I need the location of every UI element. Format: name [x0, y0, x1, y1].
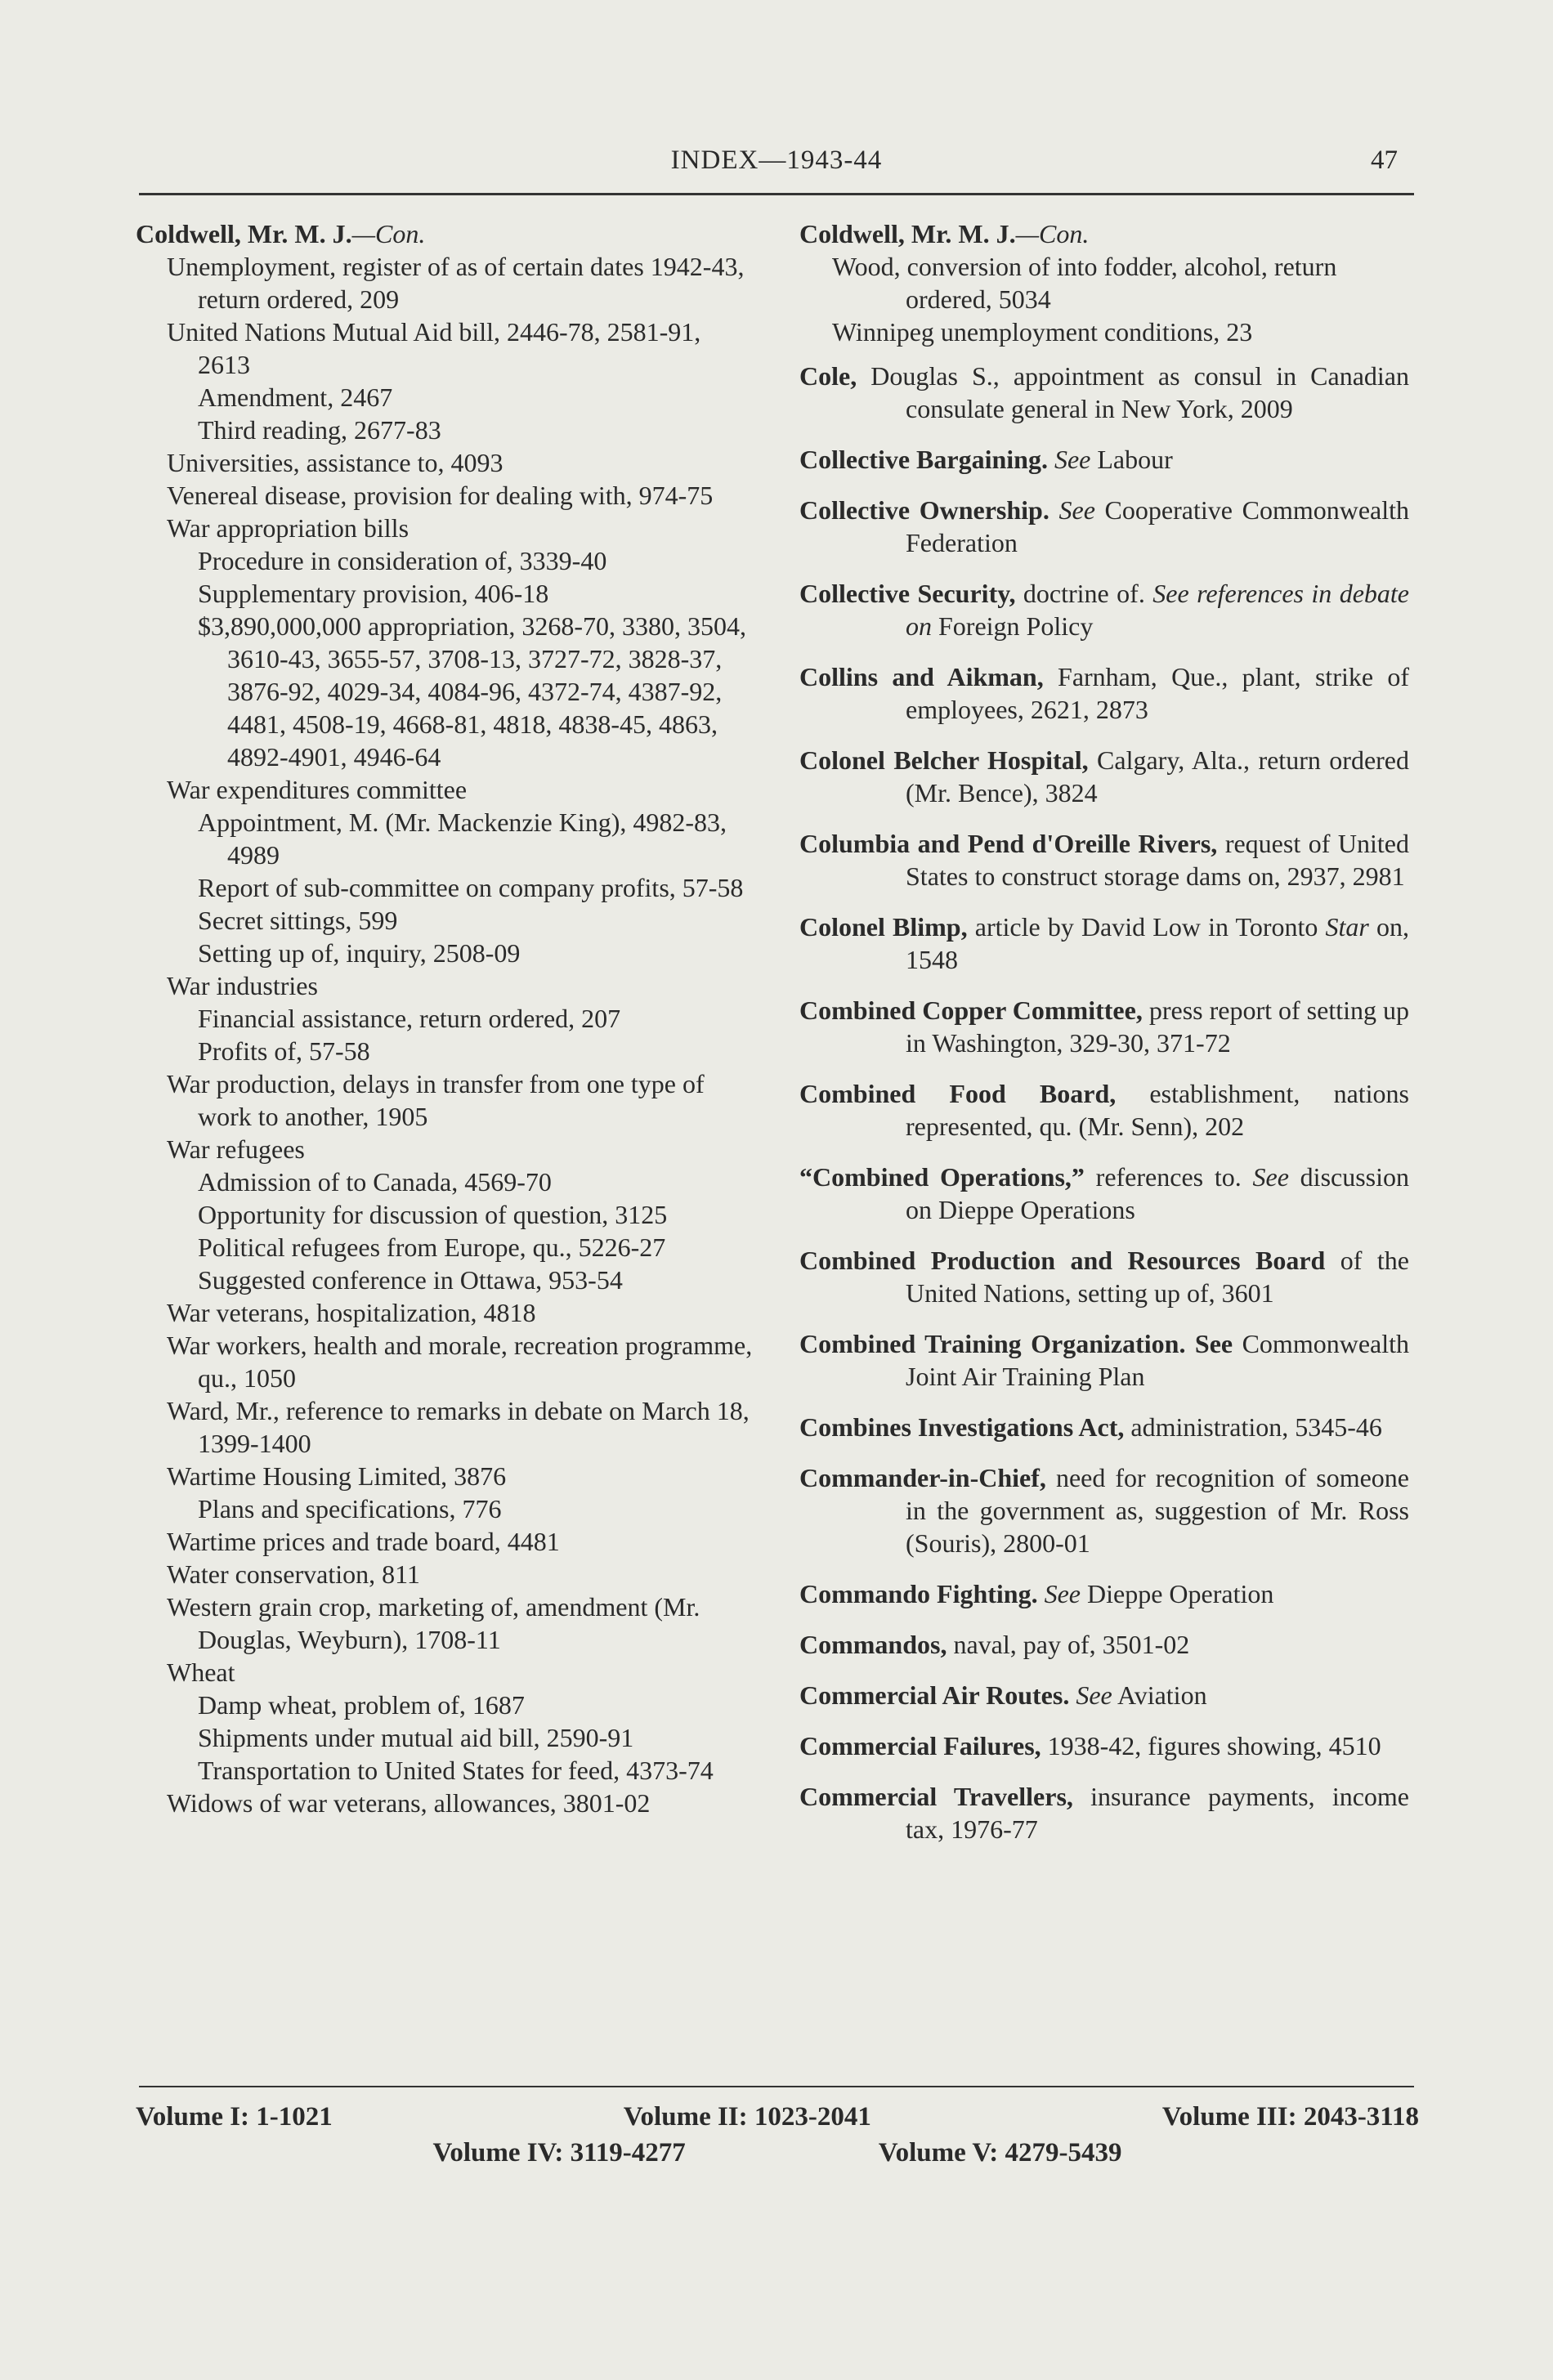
cross-reference: See — [1044, 1579, 1081, 1608]
sub-subentry: Damp wheat, problem of, 1687 — [198, 1690, 525, 1720]
cross-reference-target: discussion on Dieppe Operations — [906, 1162, 1410, 1224]
index-entry — [799, 1461, 1409, 1559]
entry-heading: Cole, — [799, 361, 857, 391]
entry-text: Calgary, Alta., return ordered (Mr. Bence), 3824 — [906, 745, 1410, 808]
index-entry — [799, 1780, 1409, 1845]
volume-1: Volume I: 1-1021 — [136, 2102, 333, 2132]
entry-text: article by David Low in Toronto — [967, 912, 1326, 942]
index-entry — [799, 660, 1409, 726]
index-entry — [799, 1161, 1409, 1226]
cross-reference: Star — [1325, 912, 1369, 942]
entry-text: naval, pay of, 3501-02 — [947, 1630, 1190, 1659]
subentry: War workers, health and morale, recreation programme, qu., 1050 — [167, 1331, 753, 1393]
page-number: 47 — [1371, 145, 1398, 175]
sub-subentry: Appointment, M. (Mr. Mackenzie King), 4982-83, 4989 — [198, 808, 727, 870]
cross-reference-target: Aviation — [1112, 1680, 1207, 1710]
subentry: Unemployment, register of as of certain dates 1942-43, return ordered, 209 — [167, 252, 745, 314]
index-entry — [799, 360, 1409, 425]
subentry: War appropriation bills — [167, 513, 410, 543]
index-entry — [799, 1077, 1409, 1143]
entry-text — [1048, 445, 1054, 474]
entry-heading: Combined Training Organization. See — [799, 1329, 1233, 1358]
volume-3: Volume III: 2043-3118 — [1161, 2102, 1419, 2132]
index-entry — [799, 1244, 1409, 1309]
cross-reference: See — [1252, 1162, 1289, 1192]
sub-subentry: Third reading, 2677-83 — [198, 415, 441, 445]
entry-heading: “Combined Operations,” — [799, 1162, 1085, 1192]
entry-text: 1938-42, figures showing, 4510 — [1041, 1731, 1381, 1760]
entry-heading: Commando Fighting. — [799, 1579, 1038, 1608]
volume-4: Volume IV: 3119-4277 — [432, 2138, 686, 2168]
sub-subentry: Profits of, 57-58 — [198, 1036, 370, 1066]
subentry: War expenditures committee — [167, 775, 468, 804]
sub-subentry: Amendment, 2467 — [198, 382, 393, 412]
subentry: War refugees — [167, 1134, 305, 1164]
volume-row — [136, 2099, 1419, 2135]
entry-text: Commonwealth Joint Air Training Plan — [906, 1329, 1410, 1391]
subentry: War veterans, hospitalization, 4818 — [167, 1298, 536, 1327]
sub-subentry: Transportation to United States for feed, 4373-74 — [198, 1756, 714, 1785]
sub-subentry: Setting up of, inquiry, 2508-09 — [198, 938, 521, 968]
subentry: Widows of war veterans, allowances, 3801-02 — [167, 1788, 651, 1818]
volume-2: Volume II: 1023-2041 — [623, 2102, 871, 2132]
sub-subentry: $3,890,000,000 appropriation, 3268-70, 3380, 3504, 3610-43, 3655-57, 3708-13, 3727-72, 3828-37, 3876-92, 4029-34, 4084-96, 4372-74, 4387-92, 4481, 4508-19, 4668-81, 4818, 4838-45, 4863, 4892-4901, 4946-64 — [198, 611, 747, 772]
cross-reference: See — [1054, 445, 1091, 474]
entry-heading: Commercial Travellers, — [799, 1782, 1073, 1811]
cross-reference-target: Labour — [1090, 445, 1173, 474]
entry-heading: Combined Food Board, — [799, 1079, 1117, 1108]
cross-reference: See — [1058, 495, 1095, 525]
entry-text: administration, 5345-46 — [1124, 1412, 1382, 1442]
index-entry — [799, 910, 1409, 976]
sub-subentry: Report of sub-committee on company profits, 57-58 — [198, 873, 744, 902]
entry-heading: Commercial Air Routes. — [799, 1680, 1070, 1710]
volume-key — [136, 2099, 1419, 2171]
entry-text: of the United Nations, setting up of, 3601 — [906, 1246, 1410, 1308]
entry-text: doctrine of. — [1015, 579, 1153, 608]
entry-text: press report of setting up in Washington, 329-30, 371-72 — [906, 995, 1410, 1058]
entry-text: Douglas S., appointment as consul in Canadian consulate general in New York, 2009 — [857, 361, 1409, 423]
index-entry — [799, 827, 1409, 892]
entry-heading: Collective Bargaining. — [799, 445, 1048, 474]
entry-heading: Collins and Aikman, — [799, 662, 1044, 691]
entry-text: references to. — [1084, 1162, 1253, 1192]
heading-name: Coldwell, Mr. M. J. — [799, 219, 1016, 248]
subentry: Western grain crop, marketing of, amendment (Mr. Douglas, Weyburn), 1708-11 — [167, 1592, 700, 1654]
entry-text: Farnham, Que., plant, strike of employees, 2621, 2873 — [906, 662, 1410, 724]
subentry: War production, delays in transfer from one type of work to another, 1905 — [167, 1069, 705, 1131]
entry-heading: Commander-in-Chief, — [799, 1463, 1046, 1492]
sub-subentry: Supplementary provision, 406-18 — [198, 579, 549, 608]
entry-text — [1038, 1579, 1045, 1608]
sub-subentry: Plans and specifications, 776 — [198, 1494, 502, 1523]
entry-heading: Colonel Belcher Hospital, — [799, 745, 1089, 775]
sub-subentry: Suggested conference in Ottawa, 953-54 — [198, 1265, 623, 1295]
subentry: Venereal disease, provision for dealing with, 974-75 — [167, 481, 714, 510]
sub-subentry: Procedure in consideration of, 3339-40 — [198, 546, 607, 575]
index-entry — [799, 1679, 1409, 1711]
index-heading — [136, 217, 757, 250]
subentry: Water conservation, 811 — [167, 1559, 420, 1589]
heading-continued: —Con. — [1015, 219, 1090, 248]
index-entry — [799, 744, 1409, 809]
cross-reference: See — [1076, 1680, 1112, 1710]
subentry: Winnipeg unemployment conditions, 23 — [832, 317, 1253, 347]
entry-text: establishment, nations represented, qu. (Mr. Senn), 202 — [906, 1079, 1409, 1141]
cross-reference-target: on, 1548 — [906, 912, 1410, 974]
subentry: United Nations Mutual Aid bill, 2446-78, 2581-91, 2613 — [167, 317, 701, 379]
entry-text: insurance payments, income tax, 1976-77 — [906, 1782, 1410, 1844]
sub-subentry: Financial assistance, return ordered, 207 — [198, 1004, 621, 1033]
entry-heading: Commercial Failures, — [799, 1731, 1041, 1760]
volume-row — [136, 2135, 1419, 2171]
running-head: INDEX—1943-44 — [670, 145, 883, 175]
index-entry — [799, 577, 1409, 642]
sub-subentry: Shipments under mutual aid bill, 2590-91 — [198, 1723, 634, 1752]
entry-text — [1050, 495, 1059, 525]
index-entry — [799, 1729, 1409, 1762]
cross-reference-target: Cooperative Commonwealth Federation — [906, 495, 1410, 557]
index-entry — [799, 443, 1409, 476]
subentry: Wheat — [167, 1658, 235, 1687]
entry-heading: Combined Production and Resources Board — [799, 1246, 1326, 1275]
index-entry — [799, 1628, 1409, 1661]
volume-5: Volume V: 4279-5439 — [878, 2138, 1122, 2168]
subentry: Wood, conversion of into fodder, alcohol, return ordered, 5034 — [832, 252, 1337, 314]
subentry-list — [136, 250, 757, 1819]
sub-subentry: Opportunity for discussion of question, 3125 — [198, 1200, 668, 1229]
right-column — [799, 217, 1409, 1863]
entry-heading: Combined Copper Committee, — [799, 995, 1143, 1025]
index-entry — [799, 494, 1409, 559]
subentry: Ward, Mr., reference to remarks in debate on March 18, 1399-1400 — [167, 1396, 750, 1458]
subentry: War industries — [167, 971, 318, 1000]
index-entry — [799, 1577, 1409, 1610]
cross-reference-target: Foreign Policy — [932, 611, 1094, 641]
entry-heading: Columbia and Pend d'Oreille Rivers, — [799, 829, 1218, 858]
entry-heading: Colonel Blimp, — [799, 912, 968, 942]
heading-name: Coldwell, Mr. M. J. — [136, 219, 352, 248]
subentry: Universities, assistance to, 4093 — [167, 448, 503, 477]
footer-rule — [139, 2086, 1414, 2087]
sub-subentry: Admission of to Canada, 4569-70 — [198, 1167, 552, 1197]
header-rule — [139, 193, 1414, 195]
index-entry — [799, 1327, 1409, 1393]
index-entry — [799, 994, 1409, 1059]
entry-text: request of United States to construct storage dams on, 2937, 2981 — [906, 829, 1410, 891]
subentry: Wartime prices and trade board, 4481 — [167, 1527, 560, 1556]
entry-heading: Collective Security, — [799, 579, 1016, 608]
left-column — [136, 217, 757, 1819]
entry-heading: Commandos, — [799, 1630, 947, 1659]
continued-entry — [799, 217, 1409, 348]
subentry: Wartime Housing Limited, 3876 — [167, 1461, 507, 1491]
index-entry — [799, 1411, 1409, 1443]
cross-reference-target: Dieppe Operation — [1081, 1579, 1274, 1608]
entry-heading: Collective Ownership. — [799, 495, 1050, 525]
entry-list — [799, 360, 1409, 1845]
index-heading — [799, 217, 1409, 250]
sub-subentry: Political refugees from Europe, qu., 5226-27 — [198, 1232, 666, 1262]
sub-subentry: Secret sittings, 599 — [198, 906, 398, 935]
cross-reference: See references in debate on — [906, 579, 1410, 641]
entry-text: need for recognition of someone in the government as, suggestion of Mr. Ross (Souris), 2800-01 — [906, 1463, 1409, 1558]
heading-continued: —Con. — [351, 219, 426, 248]
entry-heading: Combines Investigations Act, — [799, 1412, 1125, 1442]
